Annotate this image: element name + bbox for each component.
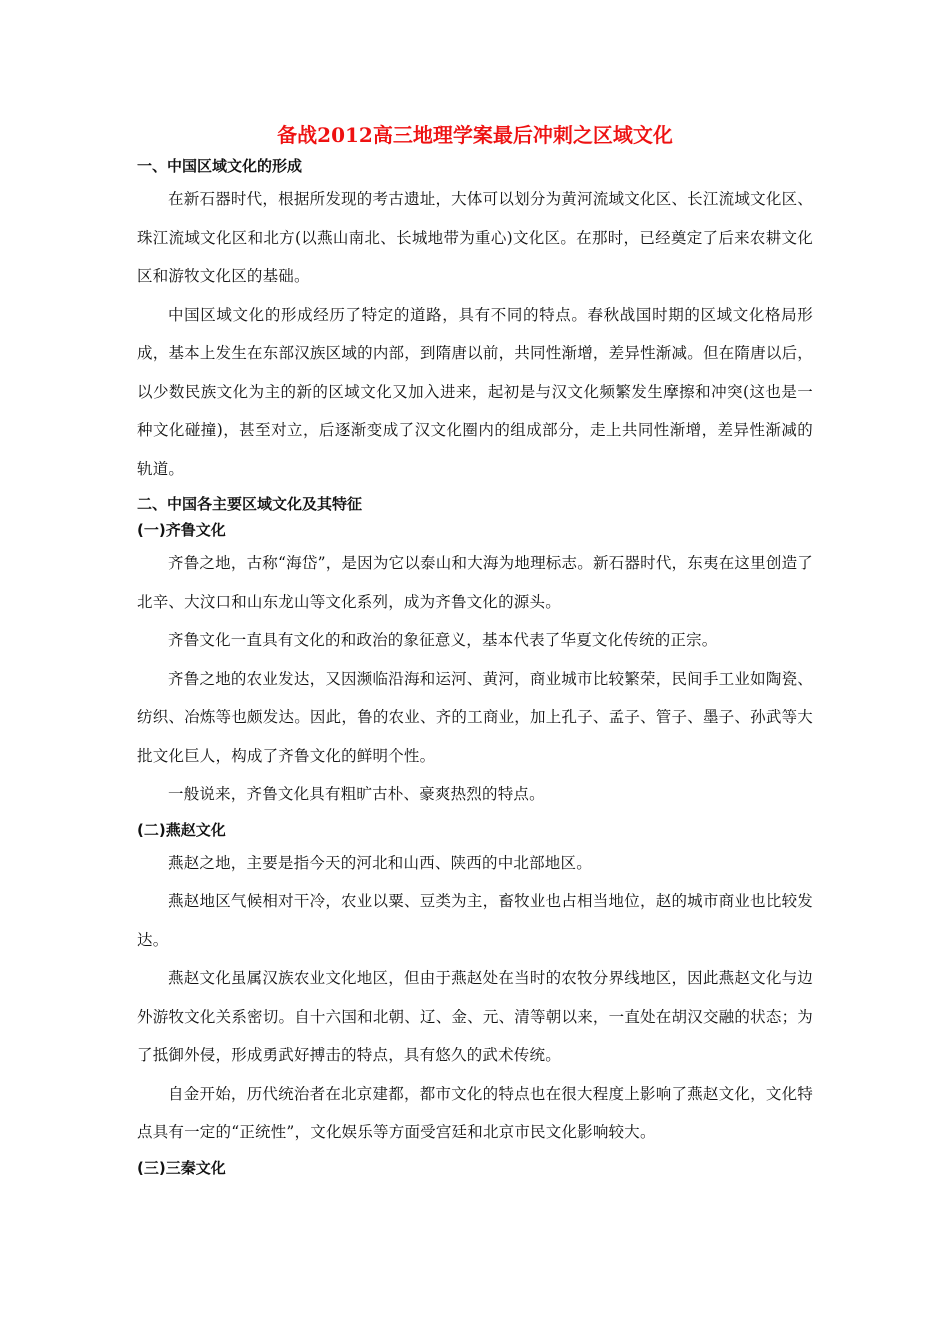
subsection-heading-qilu: (一)齐鲁文化 (137, 521, 226, 539)
section-heading-formation: 一、中国区域文化的形成 (137, 157, 303, 175)
subsection-heading-sanqin: (三)三秦文化 (137, 1158, 226, 1177)
paragraph: 齐鲁之地，古称“海岱”，是因为它以泰山和大海为地理标志。新石器时代，东夷在这里创造了北辛、大汶口和山东龙山等文化系列，成为齐鲁文化的源头。 (137, 554, 813, 611)
document-title: 备战2012高三地理学案最后冲刺之区域文化 (277, 123, 673, 147)
document-page (137, 120, 813, 1182)
paragraph: 燕赵文化虽属汉族农业文化地区，但由于燕赵处在当时的农牧分界线地区，因此燕赵文化与边外游牧文化关系密切。自十六国和北朝、辽、金、元、清等朝以来，一直处在胡汉交融的状态；为了抵御外侵，形成勇武好搏击的特点，具有悠久的武术传统。 (137, 969, 813, 1064)
section-heading-regional-cultures: 二、中国各主要区域文化及其特征 (137, 495, 363, 513)
paragraph: 自金开始，历代统治者在北京建都，都市文化的特点也在很大程度上影响了燕赵文化，文化特点具有一定的“正统性”，文化娱乐等方面受宫廷和北京市民文化影响较大。 (137, 1084, 813, 1141)
paragraph: 一般说来，齐鲁文化具有粗旷古朴、豪爽热烈的特点。 (168, 785, 545, 803)
paragraph: 中国区域文化的形成经历了特定的道路，具有不同的特点。春秋战国时期的区域文化格局形成，基本上发生在东部汉族区域的内部，到隋唐以前，共同性渐增，差异性渐减。但在隋唐以后，以少数民族文化为主的新的区域文化又加入进来，起初是与汉文化频繁发生摩擦和冲突(这也是一种文化碰撞)，甚至对立，后逐渐变成了汉文化圈内的组成部分，走上共同性渐增，差异性渐减的轨道。 (137, 305, 813, 478)
paragraph: 燕赵之地，主要是指今天的河北和山西、陕西的中北部地区。 (168, 853, 592, 872)
paragraph: 在新石器时代，根据所发现的考古遗址，大体可以划分为黄河流域文化区、长江流域文化区、珠江流域文化区和北方(以燕山南北、长城地带为重心)文化区。在那时，已经奠定了后来农耕文化区和游牧文化区的基础。 (137, 190, 813, 285)
paragraph: 齐鲁之地的农业发达，又因濒临沿海和运河、黄河，商业城市比较繁荣，民间手工业如陶瓷、纺织、冶炼等也颇发达。因此，鲁的农业、齐的工商业，加上孔子、孟子、管子、墨子、孙武等大批文化巨人，构成了齐鲁文化的鲜明个性。 (137, 669, 813, 765)
paragraph: 燕赵地区气候相对干冷，农业以粟、豆类为主，畜牧业也占相当地位，赵的城市商业也比较发达。 (137, 892, 813, 949)
paragraph: 齐鲁文化一直具有文化的和政治的象征意义，基本代表了华夏文化传统的正宗。 (168, 631, 718, 649)
subsection-heading-yanzhao: (二)燕赵文化 (137, 820, 226, 839)
